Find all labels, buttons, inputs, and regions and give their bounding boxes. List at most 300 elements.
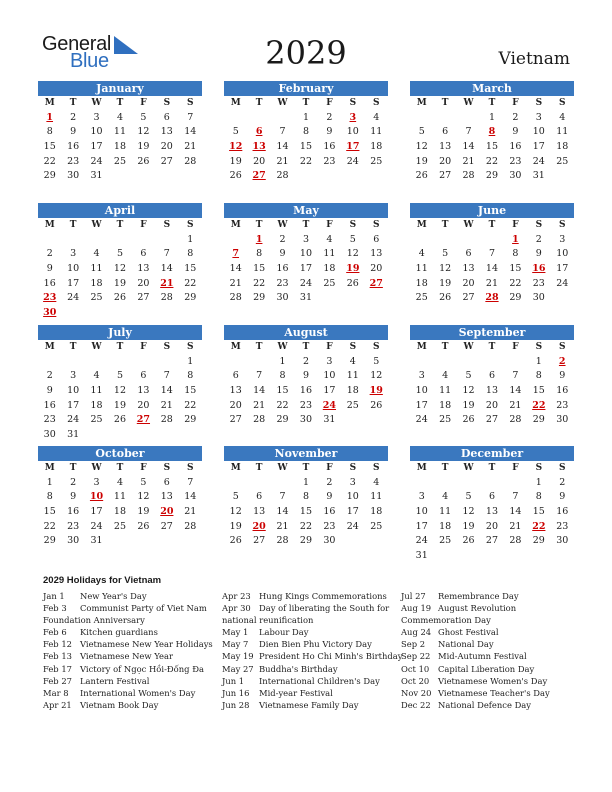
- day: 26: [370, 399, 383, 411]
- weekday-label: T: [255, 342, 263, 352]
- day: 22: [43, 520, 56, 532]
- holiday-item: [222, 626, 400, 638]
- holiday-name: Mid-year Festival: [259, 687, 333, 698]
- day: 9: [46, 385, 53, 397]
- day: 2: [326, 111, 333, 123]
- day: 25: [439, 414, 452, 426]
- day: 9: [70, 491, 77, 503]
- day: 30: [67, 535, 80, 547]
- weekday-label: S: [163, 463, 171, 473]
- empty-day: [433, 111, 456, 126]
- day: 10: [415, 506, 428, 518]
- day: 14: [509, 385, 522, 397]
- holiday-date: Mar 8: [43, 687, 69, 698]
- day: 26: [439, 292, 452, 304]
- day: 18: [370, 141, 383, 153]
- holiday-day: 1: [255, 233, 263, 245]
- holiday-name: Victory of Ngọc Hồi-Đống Đa: [80, 663, 204, 674]
- day: 16: [556, 385, 569, 397]
- weekday-label: M: [230, 98, 241, 108]
- day: 8: [535, 370, 542, 382]
- day: 24: [556, 277, 569, 289]
- empty-day: [224, 111, 247, 126]
- holiday-day: 17: [346, 141, 360, 153]
- weekday-label: S: [186, 220, 194, 230]
- day: 25: [90, 414, 103, 426]
- holiday-date: Sep 2: [401, 639, 426, 650]
- day: 24: [90, 155, 103, 167]
- holiday-item: [43, 699, 221, 711]
- holiday-name: Remembrance Day: [438, 591, 519, 601]
- day: 20: [485, 399, 499, 411]
- day: 9: [302, 370, 309, 382]
- holiday-date: Dec 22: [401, 699, 431, 710]
- day: 1: [302, 476, 309, 488]
- month-days-grid: [224, 340, 388, 428]
- day: 13: [370, 248, 383, 260]
- month-header: June: [410, 203, 574, 218]
- holiday-item: [401, 663, 579, 675]
- month-june: [410, 203, 574, 306]
- day: 11: [370, 126, 383, 138]
- holiday-name: Day of liberating the South for: [259, 603, 390, 614]
- weekday-label: F: [326, 463, 333, 473]
- day: 12: [370, 370, 383, 382]
- weekday-label: T: [69, 98, 77, 108]
- day: 3: [326, 355, 333, 367]
- day: 5: [465, 370, 472, 382]
- day: 17: [346, 506, 359, 518]
- holiday-day: 7: [232, 248, 240, 260]
- month-days-grid: [224, 218, 388, 306]
- weekday-label: S: [372, 220, 380, 230]
- day: 25: [113, 155, 127, 167]
- day: 2: [70, 111, 77, 123]
- day: 24: [299, 277, 313, 289]
- weekday-label: S: [535, 220, 543, 230]
- empty-day: [247, 355, 270, 370]
- day: 27: [439, 170, 452, 182]
- weekday-label: F: [326, 98, 333, 108]
- day: 17: [532, 141, 545, 153]
- day: 14: [462, 141, 475, 153]
- holiday-name: Buddha's Birthday: [259, 663, 338, 674]
- day: 16: [323, 141, 336, 153]
- holiday-date: Feb 13: [43, 651, 72, 662]
- day: 27: [160, 520, 173, 532]
- day: 27: [160, 155, 173, 167]
- day: 23: [67, 155, 80, 167]
- day: 26: [346, 277, 359, 289]
- day: 3: [302, 233, 309, 245]
- empty-day: [38, 233, 61, 248]
- day: 28: [509, 535, 522, 547]
- day: 8: [256, 248, 263, 260]
- day: 3: [418, 491, 425, 503]
- day: 22: [485, 155, 499, 167]
- day: 4: [418, 248, 425, 260]
- day: 13: [439, 141, 452, 153]
- empty-day: [410, 233, 433, 248]
- day: 11: [113, 491, 127, 503]
- day: 7: [512, 370, 519, 382]
- day: 7: [279, 126, 286, 138]
- day: 29: [485, 170, 499, 182]
- day: 3: [418, 370, 425, 382]
- weekday-label: W: [277, 220, 288, 230]
- day: 19: [229, 520, 242, 532]
- day: 30: [509, 170, 522, 182]
- empty-day: [247, 476, 270, 491]
- day: 14: [276, 506, 289, 518]
- holiday-day: 1: [46, 111, 54, 123]
- month-november: [224, 446, 388, 549]
- day: 9: [559, 491, 566, 503]
- day: 2: [559, 476, 566, 488]
- day: 6: [488, 370, 495, 382]
- weekday-label: W: [91, 220, 102, 230]
- day: 2: [46, 370, 53, 382]
- weekday-label: T: [116, 98, 124, 108]
- day: 16: [67, 506, 80, 518]
- day: 19: [462, 520, 475, 532]
- day: 5: [140, 476, 147, 488]
- holiday-day: 13: [252, 141, 266, 153]
- day: 24: [415, 535, 428, 547]
- day: 3: [93, 476, 100, 488]
- day: 10: [90, 126, 103, 138]
- holiday-day: 19: [346, 263, 360, 275]
- empty-day: [480, 476, 503, 491]
- holiday-date: May 7: [222, 639, 249, 650]
- day: 3: [349, 476, 356, 488]
- day: 17: [67, 277, 80, 289]
- day: 10: [532, 126, 545, 138]
- weekday-label: M: [44, 342, 55, 352]
- holiday-date: Jun 16: [222, 687, 250, 698]
- day: 30: [556, 535, 569, 547]
- empty-day: [61, 233, 84, 248]
- holiday-item: [401, 590, 579, 602]
- day: 22: [253, 277, 266, 289]
- holiday-date: May 1: [222, 627, 249, 638]
- empty-day: [132, 233, 155, 248]
- day: 31: [90, 170, 103, 182]
- month-header: September: [410, 325, 574, 340]
- day: 20: [439, 155, 452, 167]
- day: 4: [373, 111, 380, 123]
- day: 10: [346, 491, 359, 503]
- day: 13: [229, 385, 242, 397]
- holiday-day: 1: [512, 233, 519, 245]
- day: 16: [556, 506, 569, 518]
- holiday-day: 19: [369, 385, 383, 397]
- holiday-date: Apr 30: [222, 603, 251, 614]
- day: 23: [323, 520, 336, 532]
- holiday-date: Sep 22: [401, 651, 431, 662]
- holiday-date: Oct 10: [401, 663, 430, 674]
- weekday-label: T: [302, 98, 310, 108]
- day: 20: [229, 399, 242, 411]
- day: 2: [302, 355, 309, 367]
- holiday-item: [222, 638, 400, 650]
- day: 22: [299, 520, 313, 532]
- day: 10: [556, 248, 569, 260]
- day: 15: [532, 506, 545, 518]
- empty-day: [132, 355, 155, 370]
- day: 26: [113, 292, 127, 304]
- weekday-label: M: [230, 342, 241, 352]
- day: 9: [46, 263, 53, 275]
- day: 23: [556, 520, 569, 532]
- day: 12: [113, 263, 127, 275]
- holiday-item: [43, 590, 221, 602]
- weekday-label: S: [372, 463, 380, 473]
- holiday-day: 22: [532, 399, 546, 411]
- day: 19: [462, 399, 475, 411]
- weekday-label: T: [69, 463, 77, 473]
- weekday-label: T: [488, 220, 496, 230]
- month-days-grid: [410, 218, 574, 306]
- day: 6: [140, 370, 147, 382]
- month-february: [224, 81, 388, 184]
- day: 23: [323, 155, 336, 167]
- weekday-label: W: [463, 220, 474, 230]
- holiday-item: [401, 699, 579, 711]
- day: 9: [559, 370, 566, 382]
- day: 5: [140, 111, 147, 123]
- day: 5: [418, 126, 425, 138]
- day: 20: [137, 277, 150, 289]
- day: 1: [187, 233, 194, 245]
- day: 6: [488, 491, 495, 503]
- day: 7: [279, 491, 286, 503]
- day: 13: [485, 506, 499, 518]
- day: 16: [509, 141, 522, 153]
- month-days-grid: [38, 96, 202, 184]
- weekday-label: S: [186, 463, 194, 473]
- month-march: [410, 81, 574, 184]
- weekday-label: F: [140, 220, 147, 230]
- weekday-label: T: [302, 342, 310, 352]
- day: 31: [415, 550, 428, 562]
- holiday-day: 20: [160, 506, 174, 518]
- day: 4: [559, 111, 566, 123]
- empty-day: [504, 355, 527, 370]
- weekday-label: W: [463, 342, 474, 352]
- weekday-label: T: [302, 463, 310, 473]
- weekday-label: S: [349, 342, 357, 352]
- holiday-item: [43, 602, 221, 614]
- weekday-label: S: [349, 463, 357, 473]
- day: 20: [462, 277, 475, 289]
- day: 21: [509, 520, 522, 532]
- weekday-label: T: [488, 463, 496, 473]
- empty-day: [155, 233, 178, 248]
- day: 18: [439, 520, 452, 532]
- day: 21: [160, 399, 173, 411]
- holiday-date: Jul 27: [401, 591, 426, 601]
- day: 27: [462, 292, 475, 304]
- day: 27: [485, 535, 499, 547]
- day: 22: [299, 155, 313, 167]
- day: 15: [509, 263, 522, 275]
- day: 2: [46, 248, 53, 260]
- day: 4: [373, 476, 380, 488]
- weekday-label: F: [512, 98, 519, 108]
- day: 10: [299, 248, 313, 260]
- day: 18: [90, 277, 103, 289]
- day: 8: [187, 248, 194, 260]
- weekday-label: T: [69, 342, 77, 352]
- holiday-item: [222, 590, 400, 602]
- day: 4: [442, 491, 449, 503]
- day: 31: [532, 170, 545, 182]
- day: 1: [187, 355, 194, 367]
- holiday-date: Apr 21: [43, 699, 72, 710]
- month-days-grid: [410, 96, 574, 184]
- weekday-label: T: [255, 220, 263, 230]
- weekday-label: M: [416, 220, 427, 230]
- empty-day: [108, 233, 131, 248]
- weekday-label: S: [163, 98, 171, 108]
- day: 26: [137, 520, 150, 532]
- holiday-item: [401, 650, 579, 662]
- day: 29: [43, 535, 56, 547]
- weekday-label: W: [91, 98, 102, 108]
- weekday-label: T: [488, 342, 496, 352]
- weekday-label: S: [186, 98, 194, 108]
- day: 25: [415, 292, 428, 304]
- day: 26: [462, 414, 475, 426]
- day: 4: [93, 248, 100, 260]
- holiday-name: Vietnamese Teacher's Day: [438, 687, 550, 698]
- day: 19: [137, 506, 150, 518]
- holiday-item: [43, 687, 221, 699]
- holiday-date: Jun 28: [222, 699, 250, 710]
- day: 11: [90, 263, 103, 275]
- day: 21: [229, 277, 242, 289]
- day: 6: [465, 248, 472, 260]
- day: 24: [346, 155, 359, 167]
- holiday-name: Capital Liberation Day: [438, 663, 535, 674]
- weekday-label: T: [116, 220, 124, 230]
- weekday-label: W: [463, 463, 474, 473]
- empty-day: [410, 355, 433, 370]
- holiday-name: August Revolution: [438, 603, 517, 614]
- day: 8: [302, 491, 309, 503]
- holiday-day: 27: [369, 277, 383, 289]
- day: 29: [532, 535, 545, 547]
- day: 24: [67, 292, 80, 304]
- day: 11: [323, 248, 336, 260]
- holiday-date: Apr 23: [222, 591, 251, 601]
- day: 12: [439, 263, 452, 275]
- holiday-name: Kitchen guardians: [80, 627, 158, 638]
- holiday-name: Vietnamese New Year: [80, 651, 173, 662]
- day: 4: [326, 233, 333, 245]
- day: 26: [113, 414, 127, 426]
- empty-day: [480, 233, 503, 248]
- weekday-label: S: [372, 342, 380, 352]
- holiday-day: 27: [136, 414, 151, 426]
- day: 17: [90, 141, 103, 153]
- weekday-label: T: [441, 220, 449, 230]
- day: 5: [349, 233, 356, 245]
- day: 13: [137, 263, 150, 275]
- day: 30: [299, 414, 313, 426]
- day: 10: [323, 370, 336, 382]
- holiday-date: Aug 19: [401, 603, 432, 614]
- day: 3: [535, 111, 542, 123]
- day: 19: [113, 399, 127, 411]
- day: 21: [509, 399, 522, 411]
- day: 4: [93, 370, 100, 382]
- empty-day: [85, 233, 108, 248]
- holiday-name-continued: Commemoration Day: [401, 615, 491, 626]
- day: 15: [43, 141, 56, 153]
- holiday-day: 22: [532, 520, 546, 532]
- day: 3: [93, 111, 100, 123]
- empty-day: [271, 476, 294, 491]
- day: 2: [535, 233, 542, 245]
- day: 14: [276, 141, 289, 153]
- day: 25: [323, 277, 336, 289]
- holiday-date: Feb 3: [43, 603, 67, 614]
- day: 5: [465, 491, 472, 503]
- holiday-date: Feb 6: [43, 627, 67, 638]
- weekday-label: T: [488, 98, 496, 108]
- day: 30: [43, 429, 56, 441]
- day: 6: [442, 126, 449, 138]
- holiday-name: Vietnamese Women's Day: [438, 675, 548, 686]
- day: 11: [90, 385, 103, 397]
- day: 31: [323, 414, 336, 426]
- day: 18: [415, 277, 428, 289]
- day: 15: [184, 263, 197, 275]
- day: 6: [140, 248, 147, 260]
- weekday-label: S: [349, 98, 357, 108]
- day: 13: [137, 385, 150, 397]
- holiday-day: 20: [252, 520, 266, 532]
- day: 28: [160, 292, 173, 304]
- month-header: October: [38, 446, 202, 461]
- day: 7: [187, 111, 194, 123]
- empty-day: [433, 233, 456, 248]
- month-september: [410, 325, 574, 428]
- day: 7: [465, 126, 472, 138]
- weekday-label: M: [230, 463, 241, 473]
- weekday-label: M: [416, 98, 427, 108]
- day: 30: [276, 292, 289, 304]
- day: 18: [113, 506, 127, 518]
- weekday-label: W: [91, 342, 102, 352]
- day: 18: [323, 263, 336, 275]
- day: 25: [113, 520, 127, 532]
- month-october: [38, 446, 202, 549]
- month-header: November: [224, 446, 388, 461]
- day: 9: [326, 491, 333, 503]
- holiday-name: International Women's Day: [80, 687, 196, 698]
- day: 6: [163, 111, 170, 123]
- empty-day: [457, 233, 480, 248]
- weekday-label: S: [163, 220, 171, 230]
- holiday-item: [401, 687, 579, 699]
- day: 20: [160, 141, 173, 153]
- day: 14: [229, 263, 242, 275]
- day: 5: [116, 370, 123, 382]
- holiday-name: Mid-Autumn Festival: [438, 651, 527, 662]
